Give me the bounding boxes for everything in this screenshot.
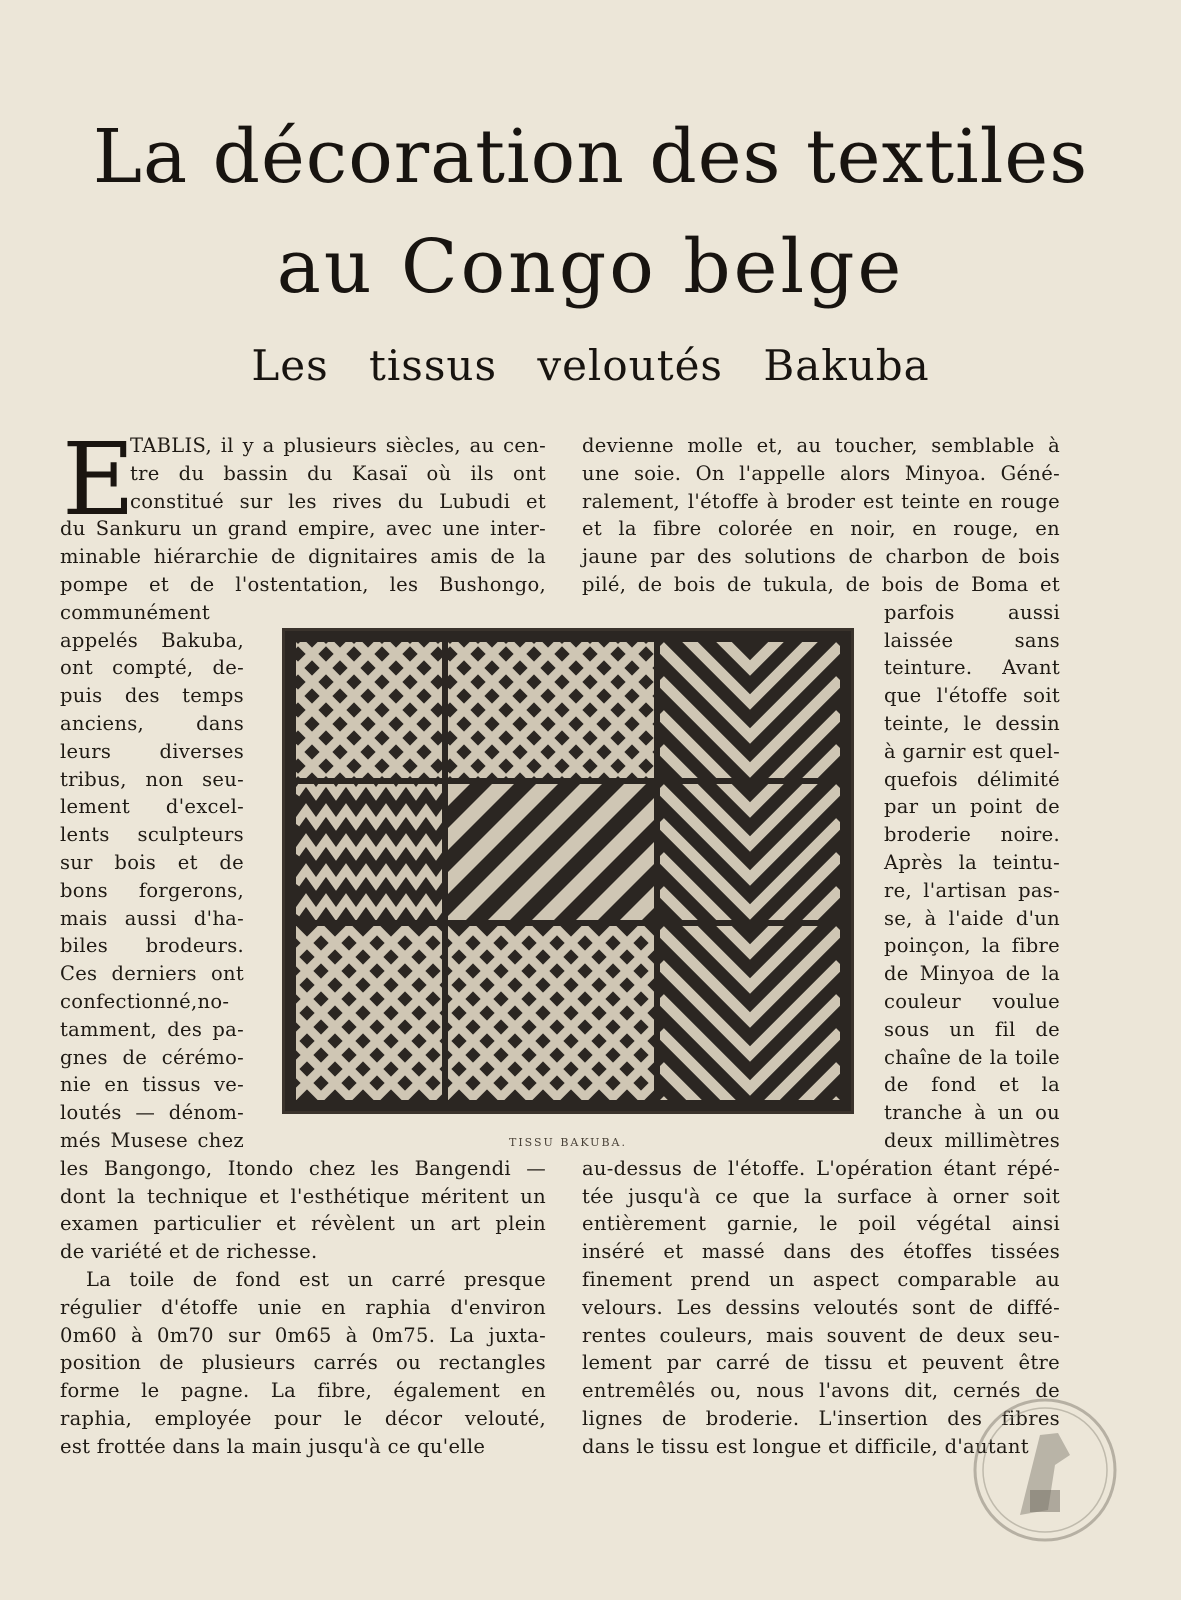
text-line: ont compté, de- xyxy=(60,656,244,680)
text-line: bons forgerons, xyxy=(60,878,244,902)
text-line: dans le tissu est longue et difficile, d'autant xyxy=(582,1434,1029,1458)
text-line: dont la technique et l'esthétique méritent un xyxy=(60,1184,546,1208)
text-line: loutés — dénom- xyxy=(60,1101,244,1125)
text-line: tamment, des pa- xyxy=(60,1017,244,1041)
drop-cap: E xyxy=(62,421,135,538)
text-line: devienne molle et, au toucher, semblable à xyxy=(582,434,1060,457)
text-line: 0m60 à 0m70 sur 0m65 à 0m75. La juxta- xyxy=(60,1323,546,1347)
text-line: re, l'artisan pas- xyxy=(884,878,1060,902)
text-line: forme le pagne. La fibre, également en xyxy=(60,1379,546,1403)
text-line: inséré et massé dans des étoffes tissées xyxy=(582,1240,1060,1264)
text-line: tribus, non seu- xyxy=(60,767,244,791)
text-line: Après la teintu- xyxy=(884,851,1060,874)
text-line: chaîne de la toile xyxy=(884,1045,1060,1069)
text-line: position de plusieurs carrés ou rectangles xyxy=(60,1351,546,1375)
text-line: TABLIS, il y a plusieurs siècles, au cen- xyxy=(130,434,546,457)
text-line: tre du bassin du Kasaï où ils ont xyxy=(130,461,546,485)
textile-photo xyxy=(282,628,854,1114)
text-line: biles brodeurs. xyxy=(60,934,244,958)
text-line: et la fibre colorée en noir, en rouge, en xyxy=(582,517,1060,541)
text-line: jaune par des solutions de charbon de bois xyxy=(582,545,1060,569)
text-line: rentes couleurs, mais souvent de deux seu- xyxy=(582,1323,1060,1347)
text-line: une soie. On l'appelle alors Minyoa. Géné- xyxy=(582,461,1060,485)
text-line: ralement, l'étoffe à broder est teinte en rouge xyxy=(582,489,1060,513)
text-line: entremêlés ou, nous l'avons dit, cernés de xyxy=(582,1379,1060,1403)
text-line: tranche à un ou xyxy=(884,1101,1060,1125)
text-line: minable hiérarchie de dignitaires amis de la xyxy=(60,545,546,569)
text-line: broderie noire. xyxy=(884,823,1060,847)
figure-caption: TISSU BAKUBA. xyxy=(509,1136,627,1149)
text-line: anciens, dans xyxy=(60,712,244,735)
subtitle: Les tissus veloutés Bakuba xyxy=(251,341,930,390)
text-line: de Minyoa de la xyxy=(884,962,1060,986)
text-line: régulier d'étoffe unie en raphia d'environ xyxy=(60,1295,546,1319)
bakuba-textile-image xyxy=(285,631,851,1111)
text-line: de variété et de richesse. xyxy=(60,1240,318,1264)
text-line: sur bois et de xyxy=(60,851,244,874)
text-line: à garnir est quel- xyxy=(884,739,1060,763)
text-line: teinte, le dessin xyxy=(884,712,1060,735)
text-line: confectionné,no- xyxy=(60,990,230,1013)
text-line: communément xyxy=(60,600,211,624)
text-line: gnes de cérémo- xyxy=(60,1045,244,1069)
title-line-2: au Congo belge xyxy=(276,224,905,310)
text-line: constitué sur les rives du Lubudi et xyxy=(130,489,546,513)
text-line: poinçon, la fibre xyxy=(884,934,1060,958)
text-line: par un point de xyxy=(884,795,1060,819)
text-line: couleur voulue xyxy=(884,990,1060,1013)
text-line: mais aussi d'ha- xyxy=(60,906,244,930)
text-line: nie en tissus ve- xyxy=(60,1073,244,1097)
text-line: examen particulier et révèlent un art plein xyxy=(60,1212,546,1236)
text-line: La toile de fond est un carré presque xyxy=(86,1268,546,1291)
text-line: sous un fil de xyxy=(884,1017,1060,1041)
text-line: pilé, de bois de tukula, de bois de Boma et xyxy=(582,573,1060,596)
text-line: velours. Les dessins veloutés sont de diffé- xyxy=(582,1295,1060,1319)
text-line: laissée sans xyxy=(884,628,1060,652)
text-line: de fond et la xyxy=(884,1073,1060,1097)
text-line: deux millimètres xyxy=(884,1129,1060,1152)
text-line: lement par carré de tissu et peuvent être xyxy=(582,1351,1060,1375)
library-stamp-icon xyxy=(970,1395,1120,1545)
title-line-1: La décoration des textiles xyxy=(92,114,1089,200)
text-line: puis des temps xyxy=(60,684,244,708)
text-line: quefois délimité xyxy=(884,767,1060,791)
text-line: teinture. Avant xyxy=(884,656,1060,680)
text-line: parfois aussi xyxy=(884,600,1060,624)
text-line: tée jusqu'à ce que la surface à orner soit xyxy=(582,1184,1060,1208)
text-line: finement prend un aspect comparable au xyxy=(582,1268,1060,1291)
text-line: lents sculpteurs xyxy=(60,823,244,847)
text-line: est frottée dans la main jusqu'à ce qu'elle xyxy=(60,1434,486,1458)
textile-panel xyxy=(296,780,456,920)
textile-panel xyxy=(448,784,668,938)
text-line: lement d'excel- xyxy=(60,795,244,819)
text-line: les Bangongo, Itondo chez les Bangendi — xyxy=(60,1156,546,1180)
text-line: appelés Bakuba, xyxy=(60,628,244,652)
text-line: au-dessus de l'étoffe. L'opération étant répé- xyxy=(582,1156,1060,1180)
text-line: entièrement garnie, le poil végétal ainsi xyxy=(582,1212,1060,1236)
text-line: lignes de broderie. L'insertion des fibres xyxy=(582,1407,1060,1430)
text-line: més Musese chez xyxy=(60,1129,244,1152)
text-line: que l'étoffe soit xyxy=(884,684,1060,708)
text-line: Ces derniers ont xyxy=(60,962,244,986)
text-line: raphia, employée pour le décor velouté, xyxy=(60,1407,546,1430)
text-line: se, à l'aide d'un xyxy=(884,906,1060,930)
text-line: leurs diverses xyxy=(60,739,244,763)
text-line: pompe et de l'ostentation, les Bushongo, xyxy=(60,573,546,596)
text-line: du Sankuru un grand empire, avec une inter- xyxy=(60,517,546,541)
